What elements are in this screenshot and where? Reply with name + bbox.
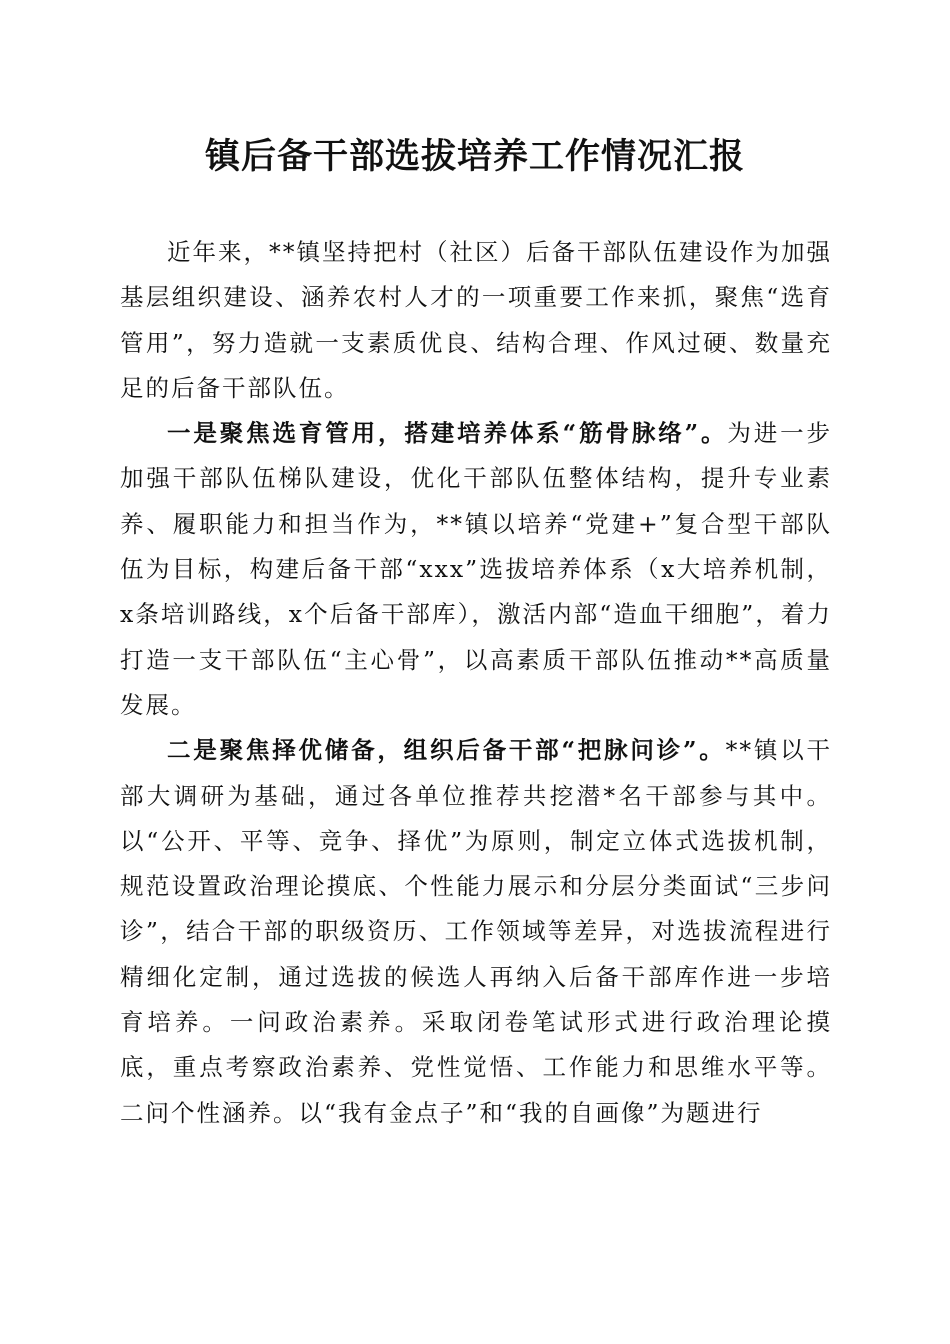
paragraph-point-two [120,728,832,1136]
paragraph-point-one [120,411,832,728]
paragraph-text: **镇以干部大调研为基础，通过各单位推荐共挖潜*名干部参与其中。以“公开、平等、竞争、择优”为原则，制定立体式选拔机制，规范设置政治理论摸底、个性能力展示和分层分类面试“三步问诊”，结合干部的职级资历、工作领域等差异，对选拔流程进行精细化定制，通过选拔的候选人再纳入后备干部库作进一步培育培养。一问政治素养。采取闭卷笔试形式进行政治理论摸底，重点考察政治素养、党性觉悟、工作能力和思维水平等。二问个性涵养。以“我有金点子”和“我的自画像”为题进行 [120,736,832,1127]
paragraph-lead: 二是聚焦择优储备，组织后备干部“把脉问诊”。 [167,736,726,765]
paragraph-text: 为进一步加强干部队伍梯队建设，优化干部队伍整体结构，提升专业素养、履职能力和担当作为，**镇以培养“党建+”复合型干部队伍为目标，构建后备干部“xxx”选拔培养体系（x大培养机制，x条培训路线，x个后备干部库），激活内部“造血干细胞”，着力打造一支干部队伍“主心骨”，以高素质干部队伍推动**高质量发展。 [120,419,832,719]
paragraph-text: 近年来，**镇坚持把村（社区）后备干部队伍建设作为加强基层组织建设、涵养农村人才的一项重要工作来抓，聚焦“选育管用”，努力造就一支素质优良、结构合理、作风过硬、数量充足的后备干部队伍。 [120,238,832,402]
document-body [120,230,832,1136]
paragraph-lead: 一是聚焦选育管用，搭建培养体系“筋骨脉络”。 [167,419,728,448]
paragraph-intro [120,230,832,411]
document-title: 镇后备干部选拔培养工作情况汇报 [204,136,745,177]
